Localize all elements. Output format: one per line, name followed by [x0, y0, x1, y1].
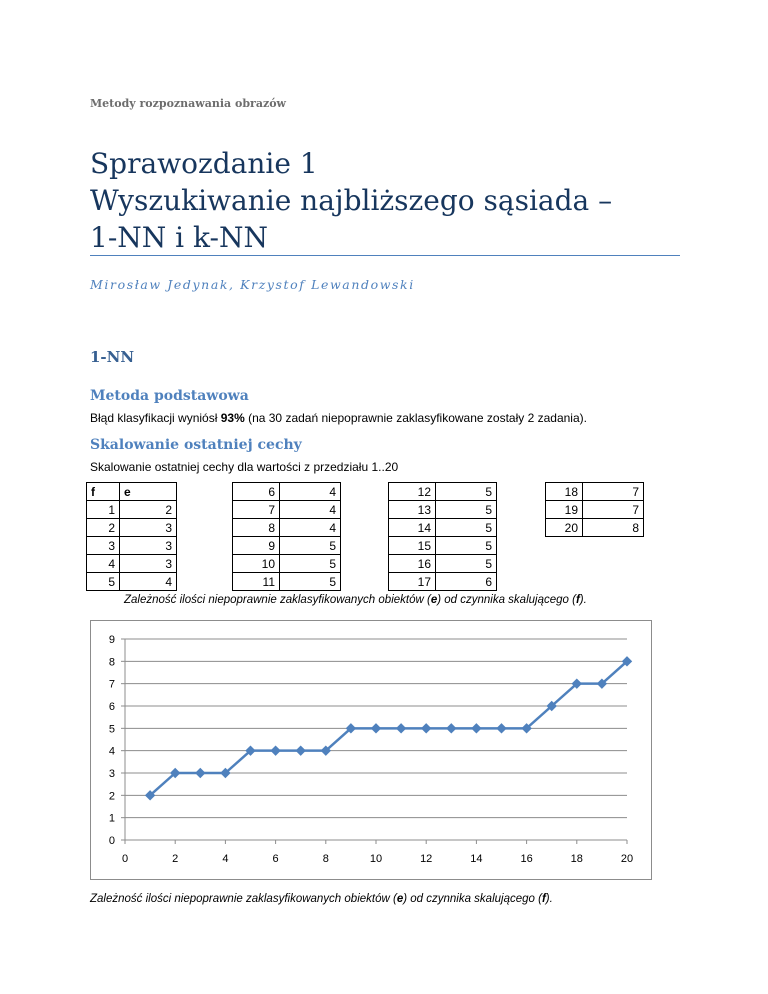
header-e: e [120, 483, 177, 501]
cell-f: 14 [389, 519, 436, 537]
cell-f: 6 [233, 483, 280, 501]
caption-part-1: Zależność ilości niepoprawnie zaklasyfikowanych obiektów ( [90, 893, 397, 905]
data-point [372, 724, 381, 733]
results-table-2 [232, 482, 341, 591]
y-tick-label: 5 [108, 723, 115, 736]
table-row [233, 519, 341, 537]
course-name: Metody rozpoznawania obrazów [90, 97, 287, 110]
x-tick-label: 12 [420, 853, 433, 865]
table-row [233, 537, 341, 555]
chart-frame [90, 620, 652, 880]
x-tick-label: 8 [322, 853, 329, 865]
y-tick-label: 4 [108, 745, 115, 758]
cell-e: 5 [436, 501, 497, 519]
data-point [447, 724, 456, 733]
error-value: 93% [220, 411, 245, 425]
caption-part-2: ) od czynnika skalującego ( [403, 893, 542, 905]
cell-f: 1 [87, 501, 120, 519]
table-row [546, 483, 644, 501]
heading-basic-method: Metoda podstawowa [90, 388, 249, 404]
cell-e: 4 [280, 519, 341, 537]
data-point [271, 746, 280, 755]
basic-method-text [90, 411, 587, 425]
y-tick-label: 9 [108, 634, 115, 646]
cell-f: 12 [389, 483, 436, 501]
table-row [87, 555, 177, 573]
y-tick-label: 0 [108, 835, 115, 847]
table-row [546, 519, 644, 537]
cell-f: 13 [389, 501, 436, 519]
y-tick-label: 3 [108, 768, 115, 780]
cell-f: 7 [233, 501, 280, 519]
data-point [296, 746, 305, 755]
y-tick-label: 1 [108, 812, 115, 825]
cell-e: 6 [436, 573, 497, 591]
results-table-1 [86, 482, 177, 591]
x-tick-label: 16 [520, 853, 533, 865]
caption-e: e [396, 893, 404, 905]
cell-e: 3 [120, 519, 177, 537]
cell-e: 5 [280, 555, 341, 573]
caption-f: f [541, 893, 546, 905]
table-row [389, 483, 497, 501]
cell-e: 7 [583, 501, 644, 519]
cell-f: 11 [233, 573, 280, 591]
title-line-1: Sprawozdanie 1 [90, 147, 318, 180]
cell-e: 5 [280, 573, 341, 591]
table-row [233, 501, 341, 519]
cell-e: 3 [120, 537, 177, 555]
title-line-2: Wyszukiwanie najbliższego sąsiada – [90, 184, 613, 217]
x-tick-label: 4 [222, 853, 229, 865]
table-row [233, 555, 341, 573]
table-row [87, 537, 177, 555]
data-point [422, 724, 431, 733]
cell-f: 2 [87, 519, 120, 537]
y-tick-label: 6 [108, 701, 115, 713]
results-table-4 [545, 482, 644, 537]
table-header-row [87, 483, 177, 501]
table-row [389, 537, 497, 555]
data-point [472, 724, 481, 733]
cell-f: 20 [546, 519, 583, 537]
title-line-3: 1-NN i k-NN [90, 221, 268, 254]
cell-e: 5 [436, 483, 497, 501]
x-tick-label: 2 [172, 853, 179, 865]
y-tick-label: 7 [108, 678, 115, 691]
cell-e: 7 [583, 483, 644, 501]
x-tick-label: 10 [369, 853, 383, 865]
cell-e: 5 [436, 537, 497, 555]
cell-f: 4 [87, 555, 120, 573]
caption-e: e [430, 594, 438, 606]
y-tick-label: 8 [108, 656, 115, 669]
cell-f: 10 [233, 555, 280, 573]
results-table-3 [388, 482, 497, 591]
cell-e: 5 [436, 555, 497, 573]
cell-f: 3 [87, 537, 120, 555]
header-f: f [87, 483, 120, 501]
chart-caption [90, 893, 553, 905]
cell-e: 5 [436, 519, 497, 537]
cell-e: 4 [280, 501, 341, 519]
x-tick-label: 20 [620, 853, 634, 865]
cell-f: 18 [546, 483, 583, 501]
authors: Mirosław Jedynak, Krzystof Lewandowski [90, 277, 415, 292]
cell-e: 4 [120, 573, 177, 591]
page-title [90, 145, 690, 256]
cell-e: 8 [583, 519, 644, 537]
table-row [233, 573, 341, 591]
x-tick-label: 14 [470, 853, 483, 865]
table-caption [124, 594, 587, 606]
table-row [87, 573, 177, 591]
table-row [546, 501, 644, 519]
cell-e: 4 [280, 483, 341, 501]
caption-part-3: ). [579, 594, 587, 606]
cell-f: 16 [389, 555, 436, 573]
line-chart [91, 621, 651, 879]
caption-part-1: Zależność ilości niepoprawnie zaklasyfikowanych obiektów ( [124, 594, 431, 606]
y-tick-label: 2 [108, 790, 115, 803]
scaling-text: Skalowanie ostatniej cechy dla wartości z przedziału 1..20 [90, 460, 399, 474]
table-row [87, 519, 177, 537]
table-row [389, 555, 497, 573]
x-tick-label: 0 [121, 853, 129, 865]
data-point [196, 769, 205, 778]
table-row [389, 501, 497, 519]
caption-part-2: ) od czynnika skalującego ( [437, 594, 576, 606]
x-tick-label: 18 [570, 853, 583, 865]
cell-f: 5 [87, 573, 120, 591]
heading-scaling: Skalowanie ostatniej cechy [90, 437, 302, 453]
section-heading-1nn: 1-NN [90, 348, 135, 366]
table-row [233, 483, 341, 501]
cell-e: 2 [120, 501, 177, 519]
data-point [497, 724, 506, 733]
table-row [87, 501, 177, 519]
cell-e: 3 [120, 555, 177, 573]
data-point [397, 724, 406, 733]
title-divider [90, 255, 680, 256]
caption-part-3: ). [545, 893, 553, 905]
cell-e: 5 [280, 537, 341, 555]
cell-f: 15 [389, 537, 436, 555]
cell-f: 8 [233, 519, 280, 537]
cell-f: 17 [389, 573, 436, 591]
cell-f: 9 [233, 537, 280, 555]
table-row [389, 519, 497, 537]
basic-text-before: Błąd klasyfikacji wyniósł [90, 411, 221, 425]
basic-text-after: (na 30 zadań niepoprawnie zaklasyfikowane zostały 2 zadania). [244, 411, 587, 425]
table-row [389, 573, 497, 591]
x-tick-label: 6 [272, 853, 279, 865]
cell-f: 19 [546, 501, 583, 519]
caption-f: f [575, 594, 580, 606]
